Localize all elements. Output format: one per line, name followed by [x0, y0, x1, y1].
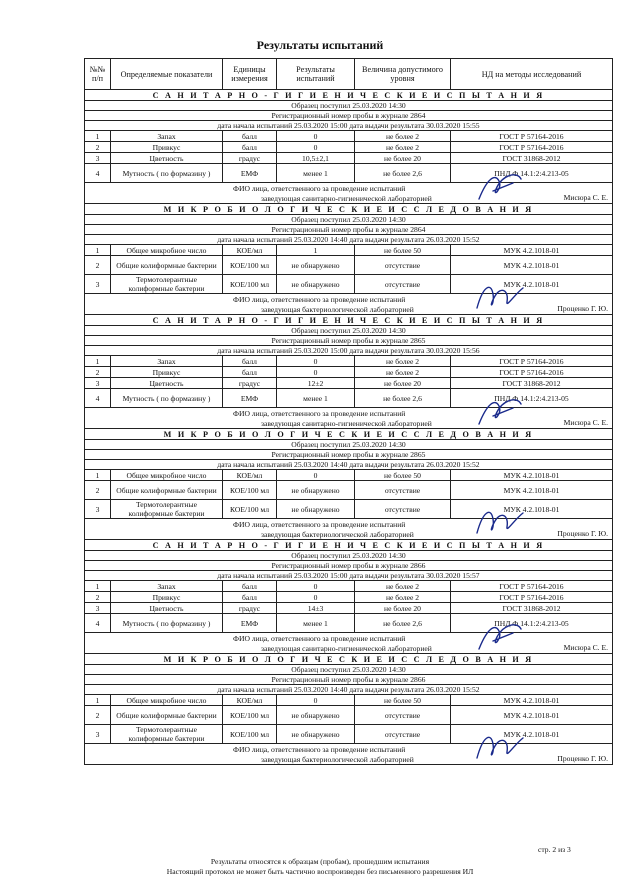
- responsible-person: [233, 409, 432, 429]
- row-number: 2: [85, 592, 111, 603]
- section-info-row: [85, 571, 613, 581]
- section-header: [85, 429, 613, 440]
- row-number: 4: [85, 164, 111, 183]
- table-row: [85, 725, 613, 744]
- indicator-name: Цветность: [111, 378, 223, 389]
- row-number: 1: [85, 245, 111, 256]
- method-standard: ПНД Ф 14.1:2:4.213-05: [451, 614, 613, 633]
- signature-caption: ФИО лица, ответственного за проведение испытаний: [233, 295, 406, 304]
- section-header: [85, 654, 613, 665]
- unit: КОЕ/мл: [223, 695, 277, 706]
- col-header-indicator: Определяемые показатели: [111, 59, 223, 90]
- allowed-level: не более 2,6: [355, 164, 451, 183]
- method-standard: ГОСТ Р 57164-2016: [451, 142, 613, 153]
- table-row: [85, 706, 613, 725]
- method-standard: МУК 4.2.1018-01: [451, 500, 613, 519]
- unit: градус: [223, 603, 277, 614]
- result: не обнаружено: [277, 725, 355, 744]
- table-header-row: [85, 59, 613, 90]
- allowed-level: не более 2: [355, 142, 451, 153]
- col-header-result: Результаты испытаний: [277, 59, 355, 90]
- responsible-person: [233, 745, 414, 765]
- result: менее 1: [277, 164, 355, 183]
- indicator-name: Мутность ( по формазину ): [111, 614, 223, 633]
- result: не обнаружено: [277, 256, 355, 275]
- table-row: [85, 695, 613, 706]
- table-row: [85, 603, 613, 614]
- row-number: 3: [85, 500, 111, 519]
- signer-name: Мисюра С. Е.: [563, 193, 608, 202]
- allowed-level: не более 2,6: [355, 389, 451, 408]
- indicator-name: Общее микробное число: [111, 695, 223, 706]
- signer-name: Проценко Г. Ю.: [557, 529, 608, 538]
- section-info-row: [85, 460, 613, 470]
- row-number: 3: [85, 153, 111, 164]
- indicator-name: Запах: [111, 356, 223, 367]
- signature-block: [85, 408, 613, 429]
- indicator-name: Привкус: [111, 367, 223, 378]
- allowed-level: не более 50: [355, 470, 451, 481]
- section-header: [85, 204, 613, 215]
- signature-row: [85, 744, 613, 765]
- lab-head-title: заведующая бактериологической лабораторией: [261, 755, 414, 764]
- unit: ЕМФ: [223, 389, 277, 408]
- result: 0: [277, 142, 355, 153]
- allowed-level: не более 2: [355, 581, 451, 592]
- col-header-number: №№ п/п: [85, 59, 111, 90]
- section-info-row: [85, 336, 613, 346]
- result: менее 1: [277, 389, 355, 408]
- allowed-level: не более 2: [355, 592, 451, 603]
- col-header-limit: Величина допустимого уровня: [355, 59, 451, 90]
- unit: КОЕ/100 мл: [223, 725, 277, 744]
- table-row: [85, 153, 613, 164]
- table-row: [85, 367, 613, 378]
- table-row: [85, 131, 613, 142]
- indicator-name: Цветность: [111, 153, 223, 164]
- signature-block: [85, 519, 613, 540]
- lab-head-title: заведующая бактериологической лабораторией: [261, 305, 414, 314]
- result: 0: [277, 131, 355, 142]
- allowed-level: не более 2,6: [355, 614, 451, 633]
- row-number: 3: [85, 378, 111, 389]
- result: 0: [277, 470, 355, 481]
- section-info-row: [85, 121, 613, 131]
- sample-dates: дата начала испытаний 25.03.2020 15:00 дата выдачи результата 30.03.2020 15:56: [85, 346, 613, 356]
- method-standard: ГОСТ Р 57164-2016: [451, 592, 613, 603]
- method-standard: МУК 4.2.1018-01: [451, 256, 613, 275]
- unit: ЕМФ: [223, 614, 277, 633]
- result: не обнаружено: [277, 500, 355, 519]
- section-title: М И К Р О Б И О Л О Г И Ч Е С К И Е И С С Л Е Д О В А Н И Я: [85, 204, 613, 215]
- allowed-level: не более 2: [355, 367, 451, 378]
- signature-row: [85, 633, 613, 654]
- indicator-name: Мутность ( по формазину ): [111, 389, 223, 408]
- page-title: Результаты испытаний: [256, 38, 384, 52]
- responsible-person: [233, 520, 414, 540]
- indicator-name: Общие колиформные бактерии: [111, 706, 223, 725]
- section-info-row: [85, 685, 613, 695]
- allowed-level: отсутствие: [355, 275, 451, 294]
- section-info-row: [85, 440, 613, 450]
- result: 10,5±2,1: [277, 153, 355, 164]
- section-title: М И К Р О Б И О Л О Г И Ч Е С К И Е И С С Л Е Д О В А Н И Я: [85, 654, 613, 665]
- allowed-level: отсутствие: [355, 725, 451, 744]
- allowed-level: не более 20: [355, 153, 451, 164]
- allowed-level: отсутствие: [355, 481, 451, 500]
- table-row: [85, 581, 613, 592]
- indicator-name: Термотолерантные колиформные бактерии: [111, 275, 223, 294]
- unit: балл: [223, 367, 277, 378]
- signature-row: [85, 183, 613, 204]
- table-row: [85, 275, 613, 294]
- table-row: [85, 470, 613, 481]
- signature-mark: [473, 169, 525, 203]
- row-number: 2: [85, 142, 111, 153]
- table-row: [85, 378, 613, 389]
- row-number: 1: [85, 470, 111, 481]
- row-number: 3: [85, 603, 111, 614]
- unit: ЕМФ: [223, 164, 277, 183]
- signature-caption: ФИО лица, ответственного за проведение испытаний: [233, 745, 406, 754]
- unit: КОЕ/100 мл: [223, 256, 277, 275]
- section-title: С А Н И Т А Р Н О - Г И Г И Е Н И Ч Е С К И Е И С П Ы Т А Н И Я: [85, 540, 613, 551]
- allowed-level: отсутствие: [355, 500, 451, 519]
- sample-dates: дата начала испытаний 25.03.2020 15:00 дата выдачи результата 30.03.2020 15:57: [85, 571, 613, 581]
- result: не обнаружено: [277, 706, 355, 725]
- result: 0: [277, 367, 355, 378]
- section-title: С А Н И Т А Р Н О - Г И Г И Е Н И Ч Е С К И Е И С П Ы Т А Н И Я: [85, 90, 613, 101]
- sample-dates: дата начала испытаний 25.03.2020 14:40 дата выдачи результата 26.03.2020 15:52: [85, 235, 613, 245]
- footer-note-2: Настоящий протокол не может быть частично воспроизведен без письменного разрешения ИЛ: [166, 867, 474, 876]
- results-table: [84, 58, 613, 765]
- unit: КОЕ/мл: [223, 245, 277, 256]
- signature-caption: ФИО лица, ответственного за проведение испытаний: [233, 409, 406, 418]
- sample-register: Регистрационный номер пробы в журнале 2865: [85, 336, 613, 346]
- method-standard: ГОСТ Р 57164-2016: [451, 131, 613, 142]
- allowed-level: не более 20: [355, 378, 451, 389]
- footer-note-1: Результаты относятся к образцам (пробам), прошедшим испытания: [210, 857, 430, 866]
- signature-caption: ФИО лица, ответственного за проведение испытаний: [233, 520, 406, 529]
- table-row: [85, 389, 613, 408]
- section-info-row: [85, 326, 613, 336]
- allowed-level: не более 2: [355, 356, 451, 367]
- table-row: [85, 256, 613, 275]
- indicator-name: Термотолерантные колиформные бактерии: [111, 500, 223, 519]
- indicator-name: Мутность ( по формазину ): [111, 164, 223, 183]
- method-standard: ПНД Ф 14.1:2:4.213-05: [451, 164, 613, 183]
- row-number: 2: [85, 256, 111, 275]
- result: 1: [277, 245, 355, 256]
- lab-head-title: заведующая санитарно-гигиенической лабораторией: [261, 419, 432, 428]
- responsible-person: [233, 184, 432, 204]
- col-header-method: НД на методы исследований: [451, 59, 613, 90]
- method-standard: ГОСТ 31868-2012: [451, 378, 613, 389]
- allowed-level: отсутствие: [355, 256, 451, 275]
- section-info-row: [85, 111, 613, 121]
- signature-mark: [473, 619, 525, 653]
- method-standard: МУК 4.2.1018-01: [451, 275, 613, 294]
- method-standard: МУК 4.2.1018-01: [451, 725, 613, 744]
- result: менее 1: [277, 614, 355, 633]
- signer-name: Мисюра С. Е.: [563, 643, 608, 652]
- row-number: 1: [85, 581, 111, 592]
- result: 0: [277, 581, 355, 592]
- section-info-row: [85, 225, 613, 235]
- allowed-level: не более 2: [355, 131, 451, 142]
- table-row: [85, 164, 613, 183]
- col-header-unit: Единицы измерения: [223, 59, 277, 90]
- method-standard: ПНД Ф 14.1:2:4.213-05: [451, 389, 613, 408]
- responsible-person: [233, 634, 432, 654]
- section-info-row: [85, 665, 613, 675]
- row-number: 1: [85, 695, 111, 706]
- sample-register: Регистрационный номер пробы в журнале 2864: [85, 225, 613, 235]
- method-standard: МУК 4.2.1018-01: [451, 481, 613, 500]
- method-standard: МУК 4.2.1018-01: [451, 470, 613, 481]
- sample-register: Регистрационный номер пробы в журнале 2865: [85, 450, 613, 460]
- section-info-row: [85, 101, 613, 111]
- unit: КОЕ/100 мл: [223, 706, 277, 725]
- unit: градус: [223, 378, 277, 389]
- signature-block: [85, 744, 613, 765]
- lab-head-title: заведующая санитарно-гигиенической лабораторией: [261, 644, 432, 653]
- unit: КОЕ/100 мл: [223, 275, 277, 294]
- section-header: [85, 90, 613, 101]
- section-title: М И К Р О Б И О Л О Г И Ч Е С К И Е И С С Л Е Д О В А Н И Я: [85, 429, 613, 440]
- responsible-person: [233, 295, 414, 315]
- result: 0: [277, 592, 355, 603]
- result: 12±2: [277, 378, 355, 389]
- signature-row: [85, 519, 613, 540]
- unit: градус: [223, 153, 277, 164]
- sample-received: Образец поступил 25.03.2020 14:30: [85, 215, 613, 225]
- allowed-level: отсутствие: [355, 706, 451, 725]
- row-number: 4: [85, 614, 111, 633]
- table-row: [85, 481, 613, 500]
- signer-name: Проценко Г. Ю.: [557, 304, 608, 313]
- indicator-name: Цветность: [111, 603, 223, 614]
- method-standard: ГОСТ 31868-2012: [451, 603, 613, 614]
- indicator-name: Общие колиформные бактерии: [111, 481, 223, 500]
- table-row: [85, 614, 613, 633]
- table-row: [85, 142, 613, 153]
- signature-row: [85, 294, 613, 315]
- method-standard: МУК 4.2.1018-01: [451, 245, 613, 256]
- method-standard: ГОСТ Р 57164-2016: [451, 581, 613, 592]
- section-info-row: [85, 551, 613, 561]
- sample-received: Образец поступил 25.03.2020 14:30: [85, 101, 613, 111]
- signature-mark: [473, 280, 525, 314]
- sample-register: Регистрационный номер пробы в журнале 2866: [85, 561, 613, 571]
- sample-register: Регистрационный номер пробы в журнале 2866: [85, 675, 613, 685]
- row-number: 2: [85, 706, 111, 725]
- signature-mark: [473, 394, 525, 428]
- row-number: 2: [85, 481, 111, 500]
- row-number: 1: [85, 356, 111, 367]
- section-info-row: [85, 675, 613, 685]
- allowed-level: не более 50: [355, 245, 451, 256]
- sample-received: Образец поступил 25.03.2020 14:30: [85, 665, 613, 675]
- unit: КОЕ/100 мл: [223, 500, 277, 519]
- table-row: [85, 500, 613, 519]
- unit: КОЕ/мл: [223, 470, 277, 481]
- indicator-name: Запах: [111, 131, 223, 142]
- sample-received: Образец поступил 25.03.2020 14:30: [85, 551, 613, 561]
- section-title: С А Н И Т А Р Н О - Г И Г И Е Н И Ч Е С К И Е И С П Ы Т А Н И Я: [85, 315, 613, 326]
- row-number: 3: [85, 725, 111, 744]
- lab-head-title: заведующая бактериологической лабораторией: [261, 530, 414, 539]
- indicator-name: Привкус: [111, 142, 223, 153]
- signature-caption: ФИО лица, ответственного за проведение испытаний: [233, 634, 406, 643]
- signature-block: [85, 633, 613, 654]
- page-number: стр. 2 из 3: [538, 845, 571, 854]
- signature-mark: [473, 730, 525, 764]
- section-info-row: [85, 561, 613, 571]
- row-number: 2: [85, 367, 111, 378]
- section-info-row: [85, 215, 613, 225]
- method-standard: ГОСТ Р 57164-2016: [451, 356, 613, 367]
- signature-block: [85, 183, 613, 204]
- method-standard: ГОСТ 31868-2012: [451, 153, 613, 164]
- section-header: [85, 540, 613, 551]
- result: не обнаружено: [277, 275, 355, 294]
- row-number: 4: [85, 389, 111, 408]
- row-number: 1: [85, 131, 111, 142]
- sample-register: Регистрационный номер пробы в журнале 2864: [85, 111, 613, 121]
- signature-caption: ФИО лица, ответственного за проведение испытаний: [233, 184, 406, 193]
- signature-mark: [473, 505, 525, 539]
- sample-dates: дата начала испытаний 25.03.2020 14:40 дата выдачи результата 26.03.2020 15:52: [85, 685, 613, 695]
- indicator-name: Общее микробное число: [111, 245, 223, 256]
- method-standard: ГОСТ Р 57164-2016: [451, 367, 613, 378]
- result: не обнаружено: [277, 481, 355, 500]
- section-header: [85, 315, 613, 326]
- lab-head-title: заведующая санитарно-гигиенической лабораторией: [261, 194, 432, 203]
- unit: балл: [223, 581, 277, 592]
- result: 14±3: [277, 603, 355, 614]
- section-info-row: [85, 450, 613, 460]
- indicator-name: Общие колиформные бактерии: [111, 256, 223, 275]
- signer-name: Мисюра С. Е.: [563, 418, 608, 427]
- result: 0: [277, 356, 355, 367]
- table-row: [85, 356, 613, 367]
- sample-dates: дата начала испытаний 25.03.2020 14:40 дата выдачи результата 26.03.2020 15:52: [85, 460, 613, 470]
- unit: балл: [223, 592, 277, 603]
- signer-name: Проценко Г. Ю.: [557, 754, 608, 763]
- sample-received: Образец поступил 25.03.2020 14:30: [85, 326, 613, 336]
- signature-block: [85, 294, 613, 315]
- result: 0: [277, 695, 355, 706]
- allowed-level: не более 20: [355, 603, 451, 614]
- unit: КОЕ/100 мл: [223, 481, 277, 500]
- method-standard: МУК 4.2.1018-01: [451, 695, 613, 706]
- table-body: [85, 90, 613, 765]
- indicator-name: Привкус: [111, 592, 223, 603]
- sample-received: Образец поступил 25.03.2020 14:30: [85, 440, 613, 450]
- signature-row: [85, 408, 613, 429]
- section-info-row: [85, 235, 613, 245]
- indicator-name: Общее микробное число: [111, 470, 223, 481]
- table-row: [85, 245, 613, 256]
- results-sheet: [84, 58, 612, 765]
- indicator-name: Термотолерантные колиформные бактерии: [111, 725, 223, 744]
- table-row: [85, 592, 613, 603]
- indicator-name: Запах: [111, 581, 223, 592]
- section-info-row: [85, 346, 613, 356]
- method-standard: МУК 4.2.1018-01: [451, 706, 613, 725]
- unit: балл: [223, 356, 277, 367]
- unit: балл: [223, 131, 277, 142]
- sample-dates: дата начала испытаний 25.03.2020 15:00 дата выдачи результата 30.03.2020 15:55: [85, 121, 613, 131]
- unit: балл: [223, 142, 277, 153]
- allowed-level: не более 50: [355, 695, 451, 706]
- row-number: 3: [85, 275, 111, 294]
